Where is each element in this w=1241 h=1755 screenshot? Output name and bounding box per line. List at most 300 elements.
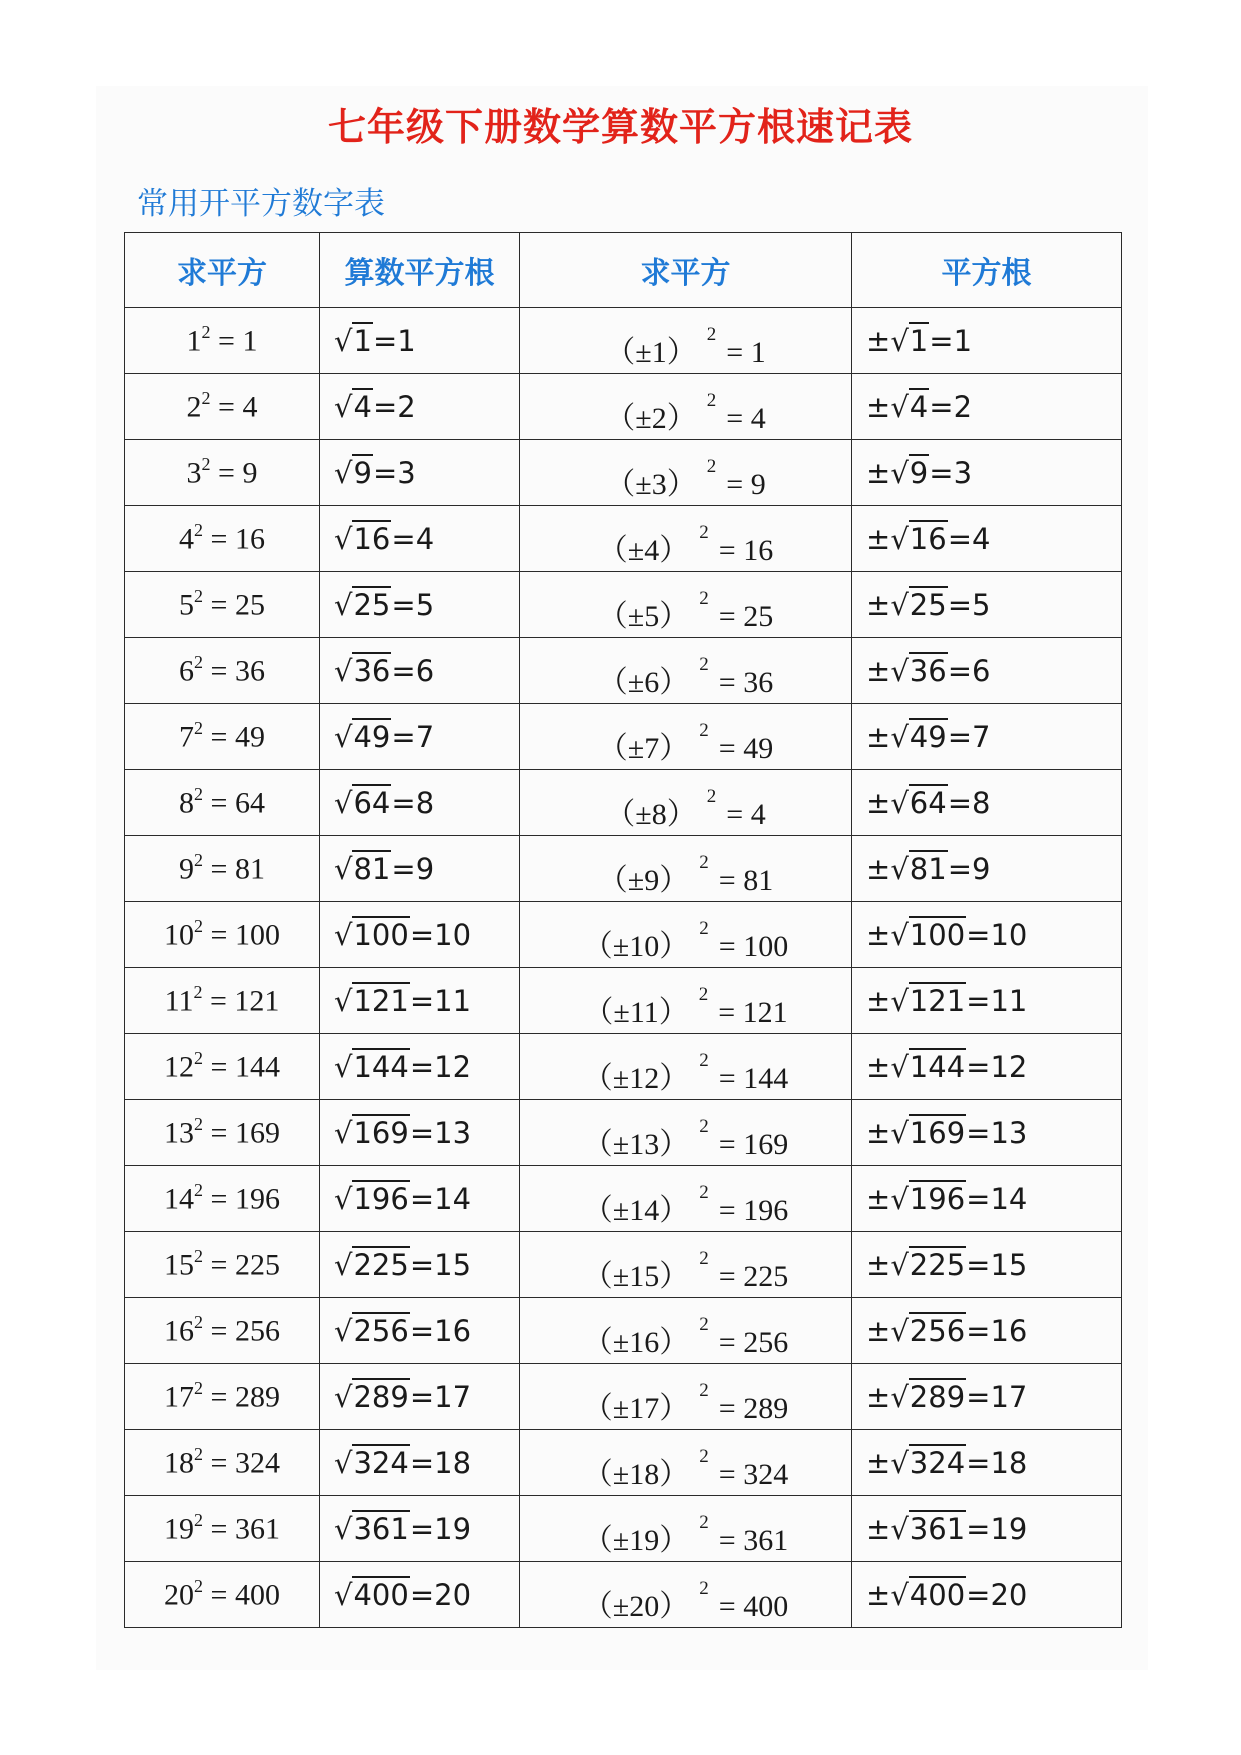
paren-close: ） — [659, 863, 690, 897]
square-value: 225 — [743, 1259, 789, 1293]
square-value: 196 — [743, 1193, 789, 1227]
exponent: 2 — [699, 587, 709, 609]
plus-minus-sign: ± — [866, 1445, 891, 1480]
paren-close: ） — [659, 1523, 690, 1557]
plus-minus-sign: ± — [627, 599, 645, 633]
signed-square-cell — [520, 1430, 852, 1496]
equals-sign: = — [947, 653, 973, 688]
arithmetic-root-cell — [320, 704, 520, 770]
signed-square-cell — [520, 1562, 852, 1628]
paren-open: （ — [605, 797, 636, 831]
radical-sign: √ — [334, 719, 353, 754]
equals-sign: = — [947, 851, 973, 886]
square-cell — [125, 572, 320, 638]
square-root-cell — [852, 374, 1122, 440]
radicand: 64 — [353, 785, 391, 820]
table-row — [125, 770, 1122, 836]
square-value: 4 — [750, 797, 766, 831]
signed-square-cell — [520, 506, 852, 572]
root-value: 10 — [434, 917, 472, 952]
square-value: 196 — [234, 1182, 280, 1216]
radical-sign: √ — [334, 851, 353, 886]
root-value: 1 — [397, 323, 416, 358]
root-value: 8 — [972, 785, 991, 820]
arithmetic-root-cell — [320, 1100, 520, 1166]
equals-sign: = — [718, 1457, 736, 1491]
plus-minus-sign: ± — [612, 1193, 630, 1227]
radicand: 144 — [909, 1049, 966, 1084]
equals-sign: = — [409, 1445, 435, 1480]
base: 18 — [629, 1457, 660, 1491]
equals-sign: = — [409, 1313, 435, 1348]
base: 10 — [164, 918, 195, 952]
exponent: 2 — [194, 1114, 204, 1135]
paren-open: （ — [582, 1391, 613, 1425]
base: 9 — [644, 863, 660, 897]
paren-open: （ — [597, 599, 628, 633]
exponent: 2 — [706, 389, 717, 411]
square-cell — [125, 902, 320, 968]
exponent: 2 — [706, 785, 717, 807]
arithmetic-root-cell — [320, 1166, 520, 1232]
square-value: 16 — [234, 522, 265, 556]
plus-minus-sign: ± — [612, 1457, 630, 1491]
square-value: 256 — [743, 1325, 789, 1359]
plus-minus-sign: ± — [866, 1379, 891, 1414]
paren-open: （ — [605, 467, 636, 501]
equals-sign: = — [947, 785, 973, 820]
equals-sign: = — [718, 665, 736, 699]
paren-open: （ — [605, 335, 636, 369]
base: 13 — [629, 1127, 660, 1161]
radicand: 4 — [909, 389, 929, 424]
root-value: 9 — [415, 851, 435, 886]
base: 17 — [629, 1391, 660, 1425]
paren-close: ） — [659, 1193, 690, 1227]
equals-sign: = — [372, 455, 398, 490]
square-root-cell — [852, 1232, 1122, 1298]
base: 8 — [651, 797, 667, 831]
signed-square-cell — [520, 572, 852, 638]
radical-sign: √ — [890, 1511, 909, 1546]
base: 20 — [629, 1589, 660, 1623]
equals-sign: = — [210, 654, 228, 688]
exponent: 2 — [699, 851, 709, 873]
root-value: 1 — [953, 323, 973, 358]
base: 14 — [629, 1193, 660, 1227]
table-header-row — [125, 233, 1122, 308]
section-subtitle: 常用开平方数字表 — [137, 186, 385, 222]
plus-minus-sign: ± — [866, 1181, 891, 1216]
plus-minus-sign: ± — [866, 917, 891, 952]
root-value: 7 — [972, 719, 991, 754]
plus-minus-sign: ± — [627, 863, 645, 897]
root-value: 3 — [397, 455, 416, 490]
exponent: 2 — [699, 1181, 709, 1203]
base: 3 — [186, 456, 202, 490]
root-value: 16 — [434, 1313, 472, 1348]
exponent: 2 — [201, 454, 211, 475]
table-row — [125, 1562, 1122, 1628]
root-value: 14 — [990, 1181, 1028, 1216]
square-value: 36 — [743, 665, 774, 699]
root-value: 3 — [953, 455, 973, 490]
paren-close: ） — [659, 533, 690, 567]
equals-sign: = — [718, 1193, 736, 1227]
exponent: 2 — [706, 323, 717, 345]
root-value: 17 — [434, 1379, 472, 1414]
square-cell — [125, 1100, 320, 1166]
square-cell — [125, 1034, 320, 1100]
square-root-cell — [852, 902, 1122, 968]
equals-sign: = — [409, 1115, 435, 1150]
equals-sign: = — [929, 455, 954, 490]
plus-minus-sign: ± — [627, 665, 645, 699]
root-value: 2 — [397, 389, 416, 424]
radicand: 196 — [909, 1181, 966, 1216]
square-value: 81 — [743, 863, 774, 897]
square-cell — [125, 1166, 320, 1232]
table-row — [125, 1364, 1122, 1430]
root-value: 13 — [434, 1115, 472, 1150]
radicand: 9 — [909, 455, 929, 490]
root-value: 15 — [990, 1247, 1028, 1282]
signed-square-cell — [520, 638, 852, 704]
root-value: 7 — [415, 719, 435, 754]
equals-sign: = — [966, 917, 991, 952]
equals-sign: = — [929, 323, 954, 358]
root-value: 17 — [990, 1379, 1028, 1414]
equals-sign: = — [966, 1577, 991, 1612]
paren-close: ） — [659, 1259, 690, 1293]
exponent: 2 — [194, 1048, 204, 1069]
equals-sign: = — [718, 1061, 736, 1095]
equals-sign: = — [718, 599, 736, 633]
arithmetic-root-cell — [320, 1298, 520, 1364]
equals-sign: = — [966, 983, 991, 1018]
paren-open: （ — [582, 1259, 613, 1293]
paren-close: ） — [659, 665, 690, 699]
square-cell — [125, 836, 320, 902]
equals-sign: = — [210, 1182, 228, 1216]
root-value: 18 — [990, 1445, 1028, 1480]
square-value: 4 — [242, 390, 258, 424]
exponent: 2 — [699, 719, 709, 741]
base: 14 — [164, 1182, 195, 1216]
equals-sign: = — [966, 1511, 991, 1546]
root-value: 11 — [990, 983, 1028, 1018]
radical-sign: √ — [890, 1181, 909, 1216]
table-row — [125, 638, 1122, 704]
radicand: 324 — [353, 1445, 409, 1480]
root-value: 5 — [415, 587, 435, 622]
arithmetic-root-cell — [320, 506, 520, 572]
exponent: 2 — [699, 1445, 709, 1467]
equals-sign: = — [391, 521, 416, 556]
equals-sign: = — [409, 1577, 435, 1612]
exponent: 2 — [706, 455, 717, 477]
root-value: 10 — [990, 917, 1028, 952]
exponent: 2 — [699, 653, 709, 675]
base: 3 — [651, 467, 667, 501]
plus-minus-sign: ± — [866, 983, 891, 1018]
plus-minus-sign: ± — [866, 1511, 891, 1546]
square-value: 49 — [234, 720, 265, 754]
base: 10 — [629, 929, 660, 963]
radical-sign: √ — [890, 851, 909, 886]
signed-square-cell — [520, 1232, 852, 1298]
plus-minus-sign: ± — [627, 533, 645, 567]
exponent: 2 — [194, 1246, 204, 1267]
equals-sign: = — [210, 522, 228, 556]
exponent: 2 — [698, 983, 709, 1005]
equals-sign: = — [372, 389, 398, 424]
radical-sign: √ — [334, 785, 353, 820]
root-value: 4 — [972, 521, 991, 556]
equals-sign: = — [409, 917, 435, 952]
root-value: 8 — [415, 785, 435, 820]
square-value: 25 — [234, 588, 265, 622]
table-row — [125, 1166, 1122, 1232]
signed-square-cell — [520, 1100, 852, 1166]
base: 2 — [186, 390, 202, 424]
arithmetic-root-cell — [320, 902, 520, 968]
radical-sign: √ — [890, 1445, 909, 1480]
square-root-cell — [852, 704, 1122, 770]
exponent: 2 — [699, 1247, 709, 1269]
exponent: 2 — [194, 718, 204, 739]
exponent: 2 — [194, 1444, 204, 1465]
radical-sign: √ — [334, 1379, 353, 1414]
root-value: 6 — [415, 653, 435, 688]
square-cell — [125, 704, 320, 770]
radicand: 324 — [909, 1445, 966, 1480]
square-root-cell — [852, 1100, 1122, 1166]
equals-sign: = — [409, 1049, 435, 1084]
base: 16 — [629, 1325, 660, 1359]
base: 2 — [651, 401, 667, 435]
base: 17 — [164, 1380, 195, 1414]
table-row — [125, 1100, 1122, 1166]
radicand: 169 — [909, 1115, 966, 1150]
square-root-cell — [852, 1364, 1122, 1430]
root-value: 11 — [434, 983, 472, 1018]
exponent: 2 — [193, 982, 203, 1003]
equals-sign: = — [409, 1181, 435, 1216]
equals-sign: = — [966, 1049, 991, 1084]
radicand: 49 — [353, 719, 391, 754]
equals-sign: = — [718, 1589, 736, 1623]
equals-sign: = — [218, 456, 235, 490]
square-root-cell — [852, 1034, 1122, 1100]
equals-sign: = — [210, 1050, 228, 1084]
exponent: 2 — [194, 1576, 204, 1597]
base: 5 — [179, 588, 195, 622]
paren-open: （ — [597, 665, 628, 699]
root-value: 12 — [434, 1049, 472, 1084]
square-cell — [125, 638, 320, 704]
equals-sign: = — [210, 852, 228, 886]
equals-sign: = — [966, 1115, 991, 1150]
radicand: 361 — [909, 1511, 966, 1546]
equals-sign: = — [718, 863, 736, 897]
square-value: 169 — [743, 1127, 789, 1161]
plus-minus-sign: ± — [612, 1523, 630, 1557]
radicand: 400 — [353, 1577, 409, 1612]
root-value: 9 — [972, 851, 991, 886]
radical-sign: √ — [334, 1049, 353, 1084]
paren-open: （ — [582, 1127, 613, 1161]
equals-sign: = — [947, 521, 973, 556]
table-row — [125, 1298, 1122, 1364]
radicand: 100 — [909, 917, 966, 952]
square-value: 324 — [743, 1457, 789, 1491]
radical-sign: √ — [890, 653, 909, 688]
square-value: 36 — [234, 654, 265, 688]
base: 6 — [644, 665, 660, 699]
equals-sign: = — [210, 1314, 228, 1348]
base: 12 — [629, 1061, 660, 1095]
exponent: 2 — [194, 586, 204, 607]
base: 5 — [644, 599, 660, 633]
equals-sign: = — [409, 1511, 435, 1546]
radicand: 361 — [353, 1511, 409, 1546]
radicand: 4 — [353, 389, 372, 424]
signed-square-cell — [520, 440, 852, 506]
square-root-cell — [852, 308, 1122, 374]
root-value: 2 — [953, 389, 973, 424]
radicand: 225 — [909, 1247, 966, 1282]
plus-minus-sign: ± — [612, 1127, 630, 1161]
square-root-cell — [852, 506, 1122, 572]
equals-sign: = — [372, 323, 398, 358]
equals-sign: = — [966, 1379, 991, 1414]
base: 7 — [179, 720, 195, 754]
root-value: 18 — [434, 1445, 472, 1480]
paren-close: ） — [659, 1391, 690, 1425]
arithmetic-root-cell — [320, 572, 520, 638]
radicand: 289 — [909, 1379, 966, 1414]
square-cell — [125, 1562, 320, 1628]
table-row — [125, 572, 1122, 638]
base: 11 — [629, 995, 659, 1029]
square-value: 81 — [234, 852, 265, 886]
equals-sign: = — [718, 1325, 736, 1359]
square-value: 25 — [743, 599, 774, 633]
square-cell — [125, 1298, 320, 1364]
table-row — [125, 1496, 1122, 1562]
signed-square-cell — [520, 704, 852, 770]
square-value: 324 — [234, 1446, 280, 1480]
radical-sign: √ — [334, 1577, 353, 1612]
plus-minus-sign: ± — [635, 401, 652, 435]
plus-minus-sign: ± — [866, 587, 891, 622]
plus-minus-sign: ± — [635, 797, 652, 831]
square-cell — [125, 308, 320, 374]
square-cell — [125, 1430, 320, 1496]
equals-sign: = — [726, 335, 744, 369]
equals-sign: = — [210, 786, 228, 820]
radicand: 289 — [353, 1379, 409, 1414]
equals-sign: = — [210, 588, 228, 622]
square-value: 1 — [750, 335, 766, 369]
arithmetic-root-cell — [320, 1496, 520, 1562]
radicand: 1 — [909, 323, 929, 358]
paren-close: ） — [659, 1457, 690, 1491]
paren-close: ） — [659, 929, 690, 963]
plus-minus-sign: ± — [866, 1049, 891, 1084]
square-root-cell — [852, 1496, 1122, 1562]
equals-sign: = — [210, 1380, 228, 1414]
plus-minus-sign: ± — [612, 1589, 630, 1623]
square-value: 121 — [742, 995, 788, 1029]
base: 18 — [164, 1446, 195, 1480]
base: 1 — [186, 324, 202, 358]
square-value: 9 — [750, 467, 766, 501]
equals-sign: = — [718, 1523, 736, 1557]
root-value: 6 — [972, 653, 991, 688]
paren-open: （ — [583, 995, 614, 1029]
radicand: 81 — [353, 851, 391, 886]
square-value: 121 — [234, 984, 280, 1018]
arithmetic-root-cell — [320, 374, 520, 440]
equals-sign: = — [947, 587, 973, 622]
arithmetic-root-cell — [320, 1562, 520, 1628]
equals-sign: = — [210, 720, 228, 754]
plus-minus-sign: ± — [612, 1259, 630, 1293]
table-row — [125, 506, 1122, 572]
paren-close: ） — [666, 335, 697, 369]
equals-sign: = — [726, 467, 744, 501]
table-row — [125, 1232, 1122, 1298]
square-cell — [125, 1232, 320, 1298]
radicand: 25 — [909, 587, 947, 622]
radical-sign: √ — [890, 455, 909, 490]
exponent: 2 — [194, 1180, 204, 1201]
equals-sign: = — [209, 984, 227, 1018]
arithmetic-root-cell — [320, 968, 520, 1034]
radical-sign: √ — [334, 1115, 353, 1150]
paren-open: （ — [597, 863, 628, 897]
base: 4 — [179, 522, 195, 556]
plus-minus-sign: ± — [866, 1577, 891, 1612]
paren-open: （ — [597, 731, 628, 765]
plus-minus-sign: ± — [612, 1391, 630, 1425]
root-value: 13 — [990, 1115, 1028, 1150]
page-title: 七年级下册数学算数平方根速记表 — [327, 105, 913, 149]
radicand: 225 — [353, 1247, 409, 1282]
base: 11 — [164, 984, 194, 1018]
square-cell — [125, 1364, 320, 1430]
square-value: 9 — [242, 456, 258, 490]
paren-close: ） — [666, 401, 697, 435]
equals-sign: = — [966, 1181, 991, 1216]
header-square-root: 平方根 — [852, 233, 1122, 308]
radicand: 144 — [353, 1049, 409, 1084]
base: 13 — [164, 1116, 195, 1150]
table-row — [125, 1034, 1122, 1100]
signed-square-cell — [520, 1364, 852, 1430]
radical-sign: √ — [334, 1181, 353, 1216]
exponent: 2 — [194, 1510, 204, 1531]
radicand: 49 — [909, 719, 947, 754]
plus-minus-sign: ± — [866, 521, 891, 556]
radical-sign: √ — [890, 719, 909, 754]
radical-sign: √ — [890, 1247, 909, 1282]
paren-close: ） — [659, 1127, 690, 1161]
square-value: 144 — [743, 1061, 789, 1095]
square-value: 169 — [234, 1116, 280, 1150]
